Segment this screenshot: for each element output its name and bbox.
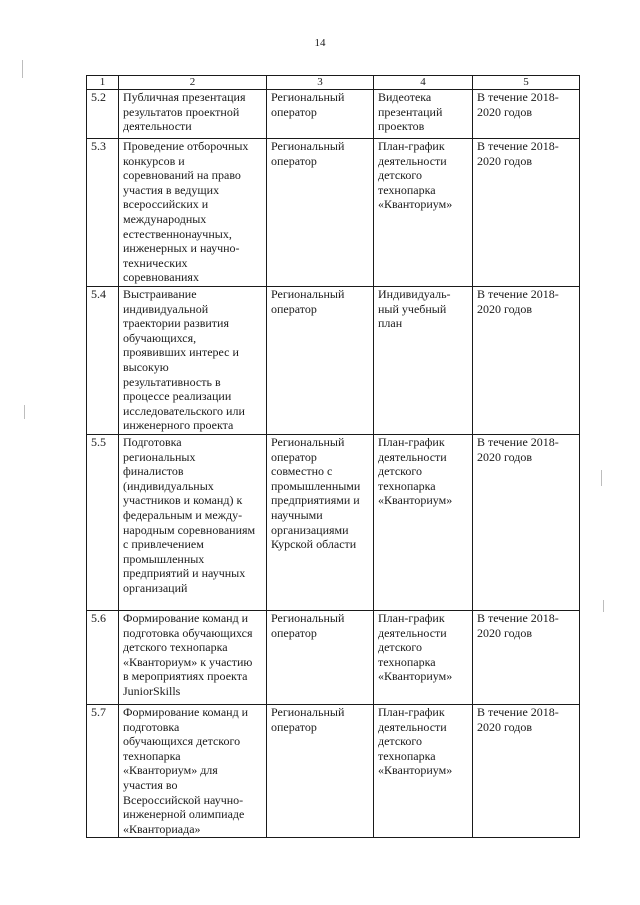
scan-speck (24, 405, 25, 419)
row-number: 5.3 (87, 139, 119, 287)
output-cell: Видеотека презентаций проектов (374, 90, 473, 139)
responsible-cell: Региональный оператор совместно с промышленными предприятиями и научными организациями Курской области (267, 434, 374, 610)
term-cell: В течение 2018- 2020 годов (473, 287, 580, 435)
header-col-3: 3 (267, 76, 374, 90)
term-cell: В течение 2018- 2020 годов (473, 139, 580, 287)
table-row (87, 434, 580, 610)
header-col-1: 1 (87, 76, 119, 90)
output-cell: План-график деятельности детского технопарка «Кванториум» (374, 139, 473, 287)
activity-cell: Формирование команд и подготовка обучающихся детского технопарка «Кванториум» для участия во Всероссийской научно- инженерной олимпиаде «Кванториада» (119, 704, 267, 837)
output-cell: План-график деятельности детского технопарка «Кванториум» (374, 610, 473, 704)
row-number: 5.5 (87, 434, 119, 610)
header-col-2: 2 (119, 76, 267, 90)
table-row (87, 90, 580, 139)
row-number: 5.4 (87, 287, 119, 435)
row-number: 5.6 (87, 610, 119, 704)
activity-cell: Подготовка региональных финалистов (индивидуальных участников и команд) к федеральным и между- народным соревнованиям с привлечением промышленных предприятий и научных организаций (119, 434, 267, 610)
activity-cell: Публичная презентация результатов проектной деятельности (119, 90, 267, 139)
table-row (87, 139, 580, 287)
responsible-cell: Региональный оператор (267, 610, 374, 704)
responsible-cell: Региональный оператор (267, 90, 374, 139)
scan-speck (22, 60, 23, 78)
table-row (87, 610, 580, 704)
responsible-cell: Региональный оператор (267, 704, 374, 837)
row-number: 5.2 (87, 90, 119, 139)
term-cell: В течение 2018- 2020 годов (473, 704, 580, 837)
term-cell: В течение 2018- 2020 годов (473, 434, 580, 610)
table-row (87, 704, 580, 837)
header-col-5: 5 (473, 76, 580, 90)
activity-cell: Выстраивание индивидуальной траектории развития обучающихся, проявивших интерес и высокую результативность в процессе реализации исследовательского или инженерного проекта (119, 287, 267, 435)
scan-speck (603, 600, 604, 612)
plan-table (86, 75, 580, 838)
term-cell: В течение 2018- 2020 годов (473, 610, 580, 704)
header-col-4: 4 (374, 76, 473, 90)
responsible-cell: Региональный оператор (267, 287, 374, 435)
term-cell: В течение 2018- 2020 годов (473, 90, 580, 139)
page-number: 14 (314, 37, 326, 49)
activity-cell: Формирование команд и подготовка обучающихся детского технопарка «Кванториум» к участию в мероприятиях проекта JuniorSkills (119, 610, 267, 704)
scan-speck (601, 470, 602, 486)
header-row (87, 76, 580, 90)
activity-cell: Проведение отборочных конкурсов и соревнований на право участия в ведущих всероссийских и международных естественнонаучных, инженерных и научно- технических соревнованиях (119, 139, 267, 287)
output-cell: Индивидуаль- ный учебный план (374, 287, 473, 435)
output-cell: План-график деятельности детского технопарка «Кванториум» (374, 704, 473, 837)
responsible-cell: Региональный оператор (267, 139, 374, 287)
output-cell: План-график деятельности детского технопарка «Кванториум» (374, 434, 473, 610)
table-row (87, 287, 580, 435)
row-number: 5.7 (87, 704, 119, 837)
